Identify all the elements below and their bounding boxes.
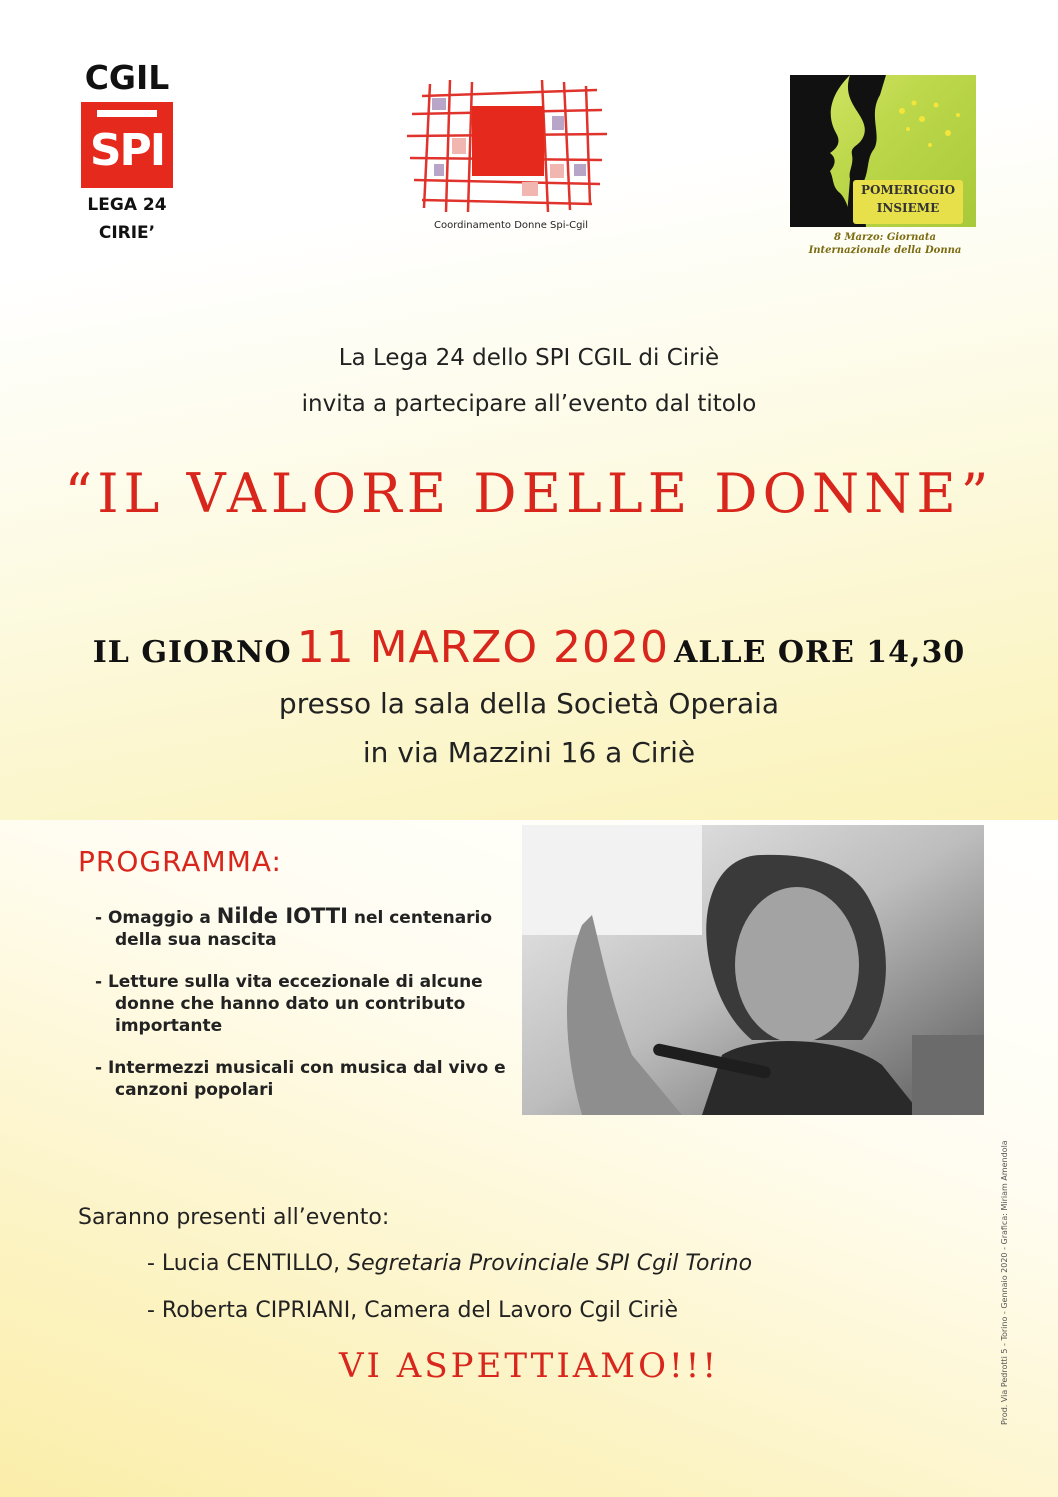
production-credit: Prod. Via Pedrotti 5 - Torino - Gennaio 2020 - Grafica: Miriam Amendola (1000, 1140, 1009, 1425)
intro-line-1: La Lega 24 dello SPI CGIL di Ciriè (338, 345, 720, 371)
programma-item-1: - Omaggio a Nilde IOTTI nel centenario della sua nascita (95, 904, 493, 950)
coordinamento-grid-icon (402, 76, 612, 216)
venue-line-2: in via Mazzini 16 a Ciriè (362, 736, 696, 769)
pomeriggio-insieme-logo (790, 75, 980, 257)
event-date-line (0, 622, 1058, 673)
pomeriggio-image (790, 75, 976, 227)
pomeriggio-sub2: Internazionale della Donna (808, 245, 962, 256)
pomeriggio-line1: POMERIGGIO (860, 183, 956, 197)
closing-message: VI ASPETTIAMO!!! (339, 1346, 719, 1386)
presenti-heading: Saranno presenti all’evento: (78, 1205, 390, 1230)
person-1: - Lucia CENTILLO, Segretaria Provinciale SPI Cgil Torino (147, 1251, 753, 1276)
nilde-iotti-name: Nilde IOTTI (216, 904, 348, 928)
spi-wordmark: SPI (89, 125, 165, 176)
nilde-iotti-photo (522, 825, 984, 1115)
event-title: “IL VALORE DELLE DONNE” (64, 462, 994, 525)
cgil-wordmark: CGIL (84, 58, 170, 97)
date-prefix: IL GIORNO (92, 635, 292, 670)
programma-item-3: - Intermezzi musicali con musica dal vivo e canzoni popolari (95, 1058, 506, 1100)
date-suffix: ALLE ORE 14,30 (674, 635, 966, 670)
venue-line-1: presso la sala della Società Operaia (278, 687, 780, 720)
lega-label: LEGA 24 (87, 195, 167, 215)
cgil-spi-logo (78, 60, 176, 244)
programma-item-2: - Letture sulla vita eccezionale di alcune donne che hanno dato un contributo importante (95, 972, 483, 1036)
person-2: - Roberta CIPRIANI, Camera del Lavoro Cgil Ciriè (147, 1298, 679, 1323)
intro-line-2: invita a partecipare all’evento dal titolo (301, 391, 757, 417)
spi-red-box (81, 102, 173, 188)
person-1-role: Segretaria Provinciale SPI Cgil Torino (347, 1251, 753, 1276)
event-date: 11 MARZO 2020 (296, 622, 670, 673)
coordinamento-logo (400, 76, 622, 231)
pomeriggio-line2: INSIEME (876, 201, 940, 215)
cirie-label: CIRIE’ (98, 223, 156, 243)
programma-list (95, 905, 515, 1121)
coordinamento-caption: Coordinamento Donne Spi-Cgil (434, 220, 588, 231)
pomeriggio-sub1: 8 Marzo: Giornata (834, 232, 936, 243)
programma-heading: PROGRAMMA: (78, 845, 282, 878)
